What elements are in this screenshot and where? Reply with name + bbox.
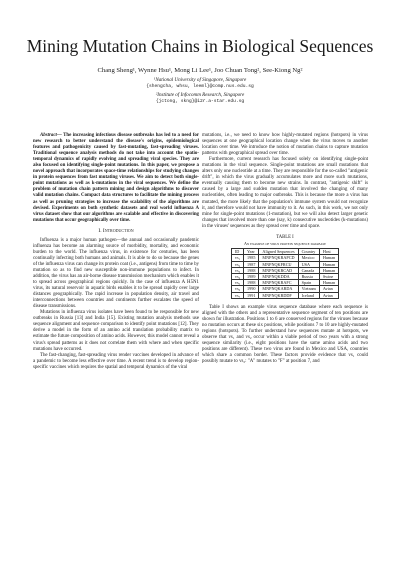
- affiliation-1-email: {shengcha, whsu, leeml}@comp.nus.edu.sg: [146, 84, 254, 89]
- intro-paragraph: Influenza is a major human pathogen—the annual and occasionally pandemic influenza has become an alarming source of morbidity, mortality, and economic burden to the world. The influenza virus, in existence for centuries, has been continually infecting both humans and animals. It is able to do so because the genes of the influenza virus can change its protein coat (i.e., antigens) from time to time by mutation so as to find new susceptible non-immune populations to infect. In addition, the virus has an air-borne disease transmission mechanism which enables it to spread across geographical regions quickly. In the case of influenza A H5N1 virus, its natural reservoir in aquatic birds enables it to be spread rapidly over large distances geographically. The rapid increase in population density, air travel and interconnections between countries and continents further escalates the speed of disease transmissions.: [33, 237, 199, 310]
- paper-title: Mining Mutation Chains in Biological Sequences: [26, 36, 374, 56]
- affiliation-1: ¹National University of Singapore, Singapore: [153, 77, 247, 83]
- right-column: [202, 133, 368, 365]
- table-cell: MNPNQKFRCU: [259, 261, 298, 267]
- table-header-cell: Year: [244, 249, 259, 255]
- table-cell: Russia: [298, 274, 319, 280]
- table-header-cell: Host: [319, 249, 338, 255]
- table-cell: 1985: [244, 255, 259, 261]
- abstract: [33, 133, 199, 224]
- table-row: [231, 255, 338, 261]
- left-column: [33, 133, 199, 371]
- table-cell: MNPNQKARDA: [259, 286, 298, 292]
- table-cell: Human: [319, 267, 338, 273]
- table-cell: 1990: [244, 286, 259, 292]
- table-cell: vs₂: [231, 261, 243, 267]
- table-cell: Vietnam: [298, 286, 319, 292]
- intro-paragraph: The fast-changing, fast-spreading virus render vaccines developed in advance of a pandemic to become less effective over time. A recent trend is to develop region-specific vaccines which requires the spatial and temporal dynamics of the viral: [33, 352, 199, 370]
- table-header-cell: ID: [231, 249, 243, 255]
- table-cell: 1991: [244, 292, 259, 298]
- affiliation-2-email: {jctong, skng}@i2r.a-star.edu.sg: [155, 99, 245, 104]
- table-cell: vs₃: [231, 267, 243, 273]
- table-cell: vs₄: [231, 274, 243, 280]
- table-cell: Spain: [298, 280, 319, 286]
- body-paragraph: mutations, i.e., we need to know how highly-mutated regions (hotspots) in virus sequences at one geographical location change when the virus moves to another location over time. We introduce the notion of mutation chains to capture mutation patterns with geographical spread over time.: [202, 133, 368, 157]
- table-cell: 1988: [244, 267, 259, 273]
- table-cell: Human: [319, 255, 338, 261]
- table-cell: Avian: [319, 292, 338, 298]
- table-row: [231, 292, 338, 298]
- table-cell: 1989: [244, 274, 259, 280]
- table-cell: Mexico: [298, 255, 319, 261]
- table-row: [231, 267, 338, 273]
- table-cell: Human: [319, 280, 338, 286]
- table-cell: MNPNQKRAFC: [259, 280, 298, 286]
- abstract-lead: Abstract: [40, 133, 57, 138]
- table-cell: Human: [319, 261, 338, 267]
- table-cell: Canada: [298, 267, 319, 273]
- table-header-cell: Aligned Sequences: [259, 249, 298, 255]
- virus-sequence-table: [231, 248, 339, 299]
- body-paragraph: Table I shows an example virus sequence database where each sequence is aligned with the others and a representative sequence segment of ten positions are shown for illustration. Positions 1 to 6 are conserved regions for the viruses because no mutation occurs at these six positions, while positions 7 to 10 are highly-mutated regions (hotspots). To further understand how sequences mutate at hotspots, we observe that vs₁ and vs₂ occur within a viable period of two years with a strong sequence similarity (i.e., eight positions have the same amino acids and two positions are different). These two virus are found in Mexico and USA, countries which share a common border. These factors provide evidence that vs₁ could possibly mutate to vs₂: "A" mutates to "F" at position 7, and: [202, 304, 368, 365]
- table-row: [231, 286, 338, 292]
- affiliation-2: ²Institute of Infocomm Research, Singapore: [155, 92, 245, 98]
- table-cell: MNPNQKDDA: [259, 274, 298, 280]
- table-cell: MNPNQKRAPCD: [259, 255, 298, 261]
- table-row: [231, 274, 338, 280]
- table-cell: 1987: [244, 261, 259, 267]
- table-cell: vs₆: [231, 286, 243, 292]
- table-cell: vs₁: [231, 255, 243, 261]
- table-cell: Iceland: [298, 292, 319, 298]
- table-cell: vs₇: [231, 292, 243, 298]
- table-header-row: [231, 249, 338, 255]
- table-cell: 1988: [244, 280, 259, 286]
- table-number: TABLE I: [276, 234, 294, 240]
- table-cell: MNPNQKRCAD: [259, 267, 298, 273]
- table-caption: An example of virus protein sequence database: [243, 240, 327, 246]
- table-header-cell: Country: [298, 249, 319, 255]
- table-row: [231, 280, 338, 286]
- body-paragraph: Furthermore, current research has focused solely on identifying single-point mutations in the viral sequence. Single-point mutations are small mutations that alters only one nucleotide at a time. They are responsible for the so-called "antigenic drift", in which the virus gradually accumulates more and more such mutations, eventually causing them to become new strains. In contrast, "antigenic shift" is caused by a large and sudden mutation that involved the changing of many nucleotides, often leading to major outbreaks. This is because the more a virus has mutated, the more likely that the population's immune system would not recognize it, and therefore would not have immunity to it. As such, in this work, we not only mine for single-point mutations (1-mutation), but we will also detect larger genetic changes that involved more than one (say, k) consecutive nucleotides (k-mutations) in the viruses' sequences as they spread over time and space.: [202, 157, 368, 229]
- table-row: [231, 261, 338, 267]
- table-cell: vs₅: [231, 280, 243, 286]
- intro-paragraph: Mutations in influenza virus isolates have been found to be responsible for new outbreaks in Russia [13] and India [15]. Existing mutation analysis methods use sequence alignment and sequence comparison to identify point mutations [12]. They derive a model in the form of an amino acid translation probability matrix to estimate the future composition of amino acids. However, this model cannot reveal a virus's spread patterns as it does not correlate them with where and when specific mutations have occurred.: [33, 310, 199, 352]
- section-heading-introduction: I. Introduction: [98, 227, 134, 234]
- table-cell: Avian: [319, 286, 338, 292]
- abstract-text: — The increasing infectious disease outbreaks has led to a need for new research to better understand the disease's origins, epidemiological features and pathogenicity caused by fast-mutating, fast-spreading viruses. Traditional sequence analysis methods do not take into account the spatio-temporal dynamics of rapidly evolving and spreading viral species. They are also focused on identifying single-point mutations. In this paper, we propose a novel approach that incorporates space-time relationships for studying changes in protein sequences from fast mutating viruses. We aim to detect both single-point mutations as well as k-mutations in the viral sequences. We define the problem of mutation chain pattern mining and design algorithms to discover valid mutation chains. Compact data structures to facilitate the mining process as well as pruning strategies to increase the scalability of the algorithms are devised. Experiments on both synthetic datasets and real world influenza A virus dataset show that our algorithms are scalable and effective in discovering mutations that occur geographically over time.: [33, 133, 199, 223]
- author-list: Chang Sheng¹, Wynne Hsu¹, Mong Li Lee¹, Joo Chuan Tong², See-Kiong Ng²: [97, 67, 303, 74]
- table-cell: Swine: [319, 274, 338, 280]
- table-cell: USA: [298, 261, 319, 267]
- table-cell: MNPNQKRDDF: [259, 292, 298, 298]
